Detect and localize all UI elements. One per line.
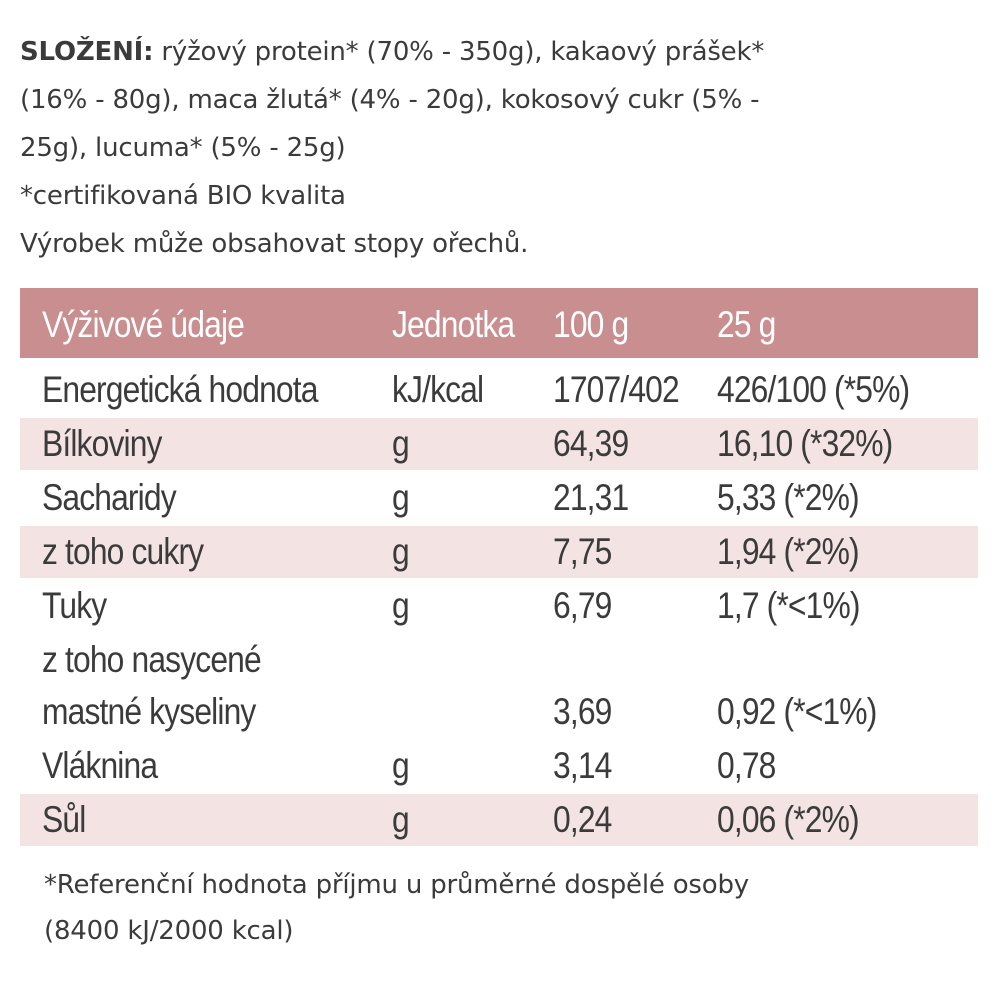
row-name: Vláknina (42, 745, 158, 786)
row-per25: 16,10 (*32%) (717, 423, 893, 464)
ingredients-line-3: 25g), lucuma* (5% - 25g) (20, 133, 346, 163)
row-name-line-2: mastné kyseliny (42, 691, 256, 732)
row-name-line-1: z toho nasycené (42, 639, 261, 680)
row-per25: 0,78 (717, 745, 776, 786)
footnote-line-2: (8400 kJ/2000 kcal) (44, 916, 294, 946)
row-name: Sůl (42, 799, 86, 840)
row-per100: 1707/402 (553, 369, 679, 410)
ingredients-label: SLOŽENÍ: (20, 37, 154, 67)
ingredients-line-2: (16% - 80g), maca žlutá* (4% - 20g), kokosový cukr (5% - (20, 85, 760, 115)
row-per100: 64,39 (553, 423, 629, 464)
row-unit: kJ/kcal (392, 369, 484, 410)
row-per100: 3,14 (553, 745, 612, 786)
row-per100: 0,24 (553, 799, 612, 840)
table-row-protein (20, 418, 978, 470)
row-per25: 1,94 (*2%) (717, 531, 859, 572)
nutrition-table (20, 288, 978, 848)
row-per25: 0,06 (*2%) (717, 799, 859, 840)
allergen-note: Výrobek může obsahovat stopy ořechů. (20, 229, 529, 259)
header-nutrition: Výživové údaje (42, 304, 244, 345)
row-per25: 0,92 (*<1%) (717, 691, 877, 732)
table-row-salt (20, 794, 978, 846)
row-per100: 21,31 (553, 477, 629, 518)
table-row-saturated-fat (20, 634, 978, 738)
table-row-carbs (20, 472, 978, 524)
row-per25: 1,7 (*<1%) (717, 585, 860, 626)
reference-footnote (44, 862, 974, 954)
ingredients-line-1 (20, 28, 980, 76)
row-per25: 426/100 (*5%) (717, 369, 910, 410)
row-unit: g (392, 477, 409, 518)
table-row-fiber (20, 740, 978, 792)
header-unit: Jednotka (392, 304, 515, 345)
row-per100: 7,75 (553, 531, 612, 572)
bio-note: *certifikovaná BIO kvalita (20, 181, 346, 211)
ingredients-text: rýžový protein* (70% - 350g), kakaový prášek* (153, 37, 765, 67)
row-per25: 5,33 (*2%) (717, 477, 859, 518)
footnote-line-1: *Referenční hodnota příjmu u průměrné dospělé osoby (44, 870, 749, 900)
row-unit: g (392, 585, 409, 626)
table-row-fat (20, 580, 978, 632)
row-name: Tuky (42, 585, 107, 626)
row-per100: 3,69 (553, 691, 612, 732)
row-per100: 6,79 (553, 585, 612, 626)
row-name: Energetická hodnota (42, 369, 318, 410)
row-unit: g (392, 745, 409, 786)
ingredients-block (20, 28, 980, 268)
row-name: Sacharidy (42, 477, 176, 518)
table-row-energy (20, 364, 978, 416)
row-name: Bílkoviny (42, 423, 162, 464)
row-unit: g (392, 531, 409, 572)
table-row-sugars (20, 526, 978, 578)
row-unit: g (392, 799, 409, 840)
row-name: z toho cukry (42, 531, 204, 572)
table-header (20, 288, 978, 358)
row-unit: g (392, 423, 409, 464)
header-100g: 100 g (553, 304, 629, 345)
header-25g: 25 g (717, 304, 776, 345)
